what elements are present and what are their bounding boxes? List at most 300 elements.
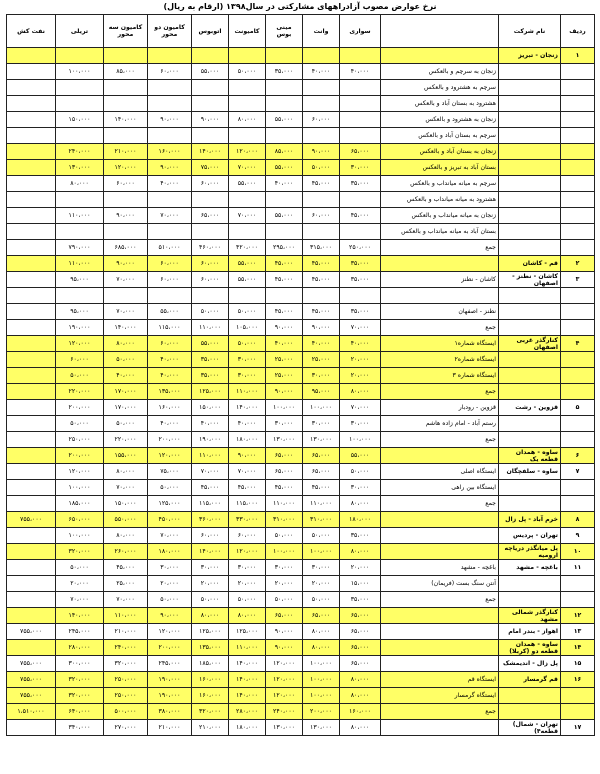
toll-value: ۱۹۰،۰۰۰ xyxy=(148,688,192,704)
toll-value: ۳۵،۰۰۰ xyxy=(340,528,381,544)
toll-value: ۷۵۵،۰۰۰ xyxy=(7,672,56,688)
table-row xyxy=(7,336,595,352)
toll-value xyxy=(7,448,56,464)
toll-value: ۲۵۰،۰۰۰ xyxy=(104,672,148,688)
company-name: کاشان - نطنز - اصفهان xyxy=(499,272,561,288)
route-name: آنتن سنگ بست (فریمان) xyxy=(381,576,499,592)
toll-value: ۱۱۵،۰۰۰ xyxy=(148,320,192,336)
toll-value: ۹۰،۰۰۰ xyxy=(266,384,303,400)
route-name xyxy=(381,448,499,464)
row-number: ۹ xyxy=(561,528,595,544)
route-name: هشترود به میانه میانداب و بالعکس xyxy=(381,192,499,208)
toll-value: ۴۰،۰۰۰ xyxy=(148,368,192,384)
route-name: جمع xyxy=(381,320,499,336)
toll-value xyxy=(7,272,56,288)
toll-value: ۷۵۵،۰۰۰ xyxy=(7,624,56,640)
toll-value xyxy=(340,80,381,96)
toll-value: ۲۰،۰۰۰ xyxy=(148,576,192,592)
toll-value: ۱۱۰،۰۰۰ xyxy=(192,320,229,336)
toll-value: ۲۸۰،۰۰۰ xyxy=(229,704,266,720)
company-name xyxy=(499,416,561,432)
toll-value: ۷۰،۰۰۰ xyxy=(229,464,266,480)
toll-value: ۶۵۰،۰۰۰ xyxy=(56,512,104,528)
toll-value: ۲۵،۰۰۰ xyxy=(303,352,340,368)
toll-value: ۲۰۰،۰۰۰ xyxy=(148,432,192,448)
toll-value xyxy=(7,336,56,352)
toll-value: ۵۰،۰۰۰ xyxy=(266,528,303,544)
row-number xyxy=(561,592,595,608)
toll-value: ۷۰،۰۰۰ xyxy=(56,592,104,608)
toll-value: ۴۰،۰۰۰ xyxy=(303,64,340,80)
company-name xyxy=(499,208,561,224)
toll-value: ۱۸۰،۰۰۰ xyxy=(229,720,266,736)
toll-value: ۱۱۰،۰۰۰ xyxy=(303,496,340,512)
toll-value: ۱۲۰،۰۰۰ xyxy=(266,656,303,672)
toll-value xyxy=(104,288,148,304)
row-number xyxy=(561,160,595,176)
company-name: ساوه - همدان قطعه یک xyxy=(499,448,561,464)
toll-value xyxy=(7,720,56,736)
toll-value: ۴۵،۰۰۰ xyxy=(303,256,340,272)
company-name xyxy=(499,64,561,80)
toll-value: ۳۵،۰۰۰ xyxy=(340,272,381,288)
toll-value: ۷۵۵،۰۰۰ xyxy=(7,656,56,672)
toll-value: ۱۰۰،۰۰۰ xyxy=(303,688,340,704)
row-number xyxy=(561,352,595,368)
toll-value: ۱۰۰،۰۰۰ xyxy=(303,400,340,416)
toll-value: ۴۵۰،۰۰۰ xyxy=(148,512,192,528)
toll-value: ۲۵،۰۰۰ xyxy=(266,352,303,368)
toll-value: ۹۰،۰۰۰ xyxy=(148,160,192,176)
toll-value: ۴۵،۰۰۰ xyxy=(229,480,266,496)
route-name xyxy=(381,48,499,64)
toll-value: ۱۱۰،۰۰۰ xyxy=(192,448,229,464)
toll-value xyxy=(7,528,56,544)
table-row xyxy=(7,672,595,688)
toll-value xyxy=(7,320,56,336)
company-name xyxy=(499,592,561,608)
table-row xyxy=(7,176,595,192)
toll-value: ۶۵،۰۰۰ xyxy=(340,656,381,672)
column-header: ردیف xyxy=(561,15,595,48)
toll-value: ۱۴۰،۰۰۰ xyxy=(229,672,266,688)
toll-value: ۱۲۵،۰۰۰ xyxy=(148,496,192,512)
company-name: پل میانگذر دریاچه ارومیه xyxy=(499,544,561,560)
table-row xyxy=(7,608,595,624)
toll-value: ۳۵،۰۰۰ xyxy=(340,256,381,272)
toll-value: ۵۰،۰۰۰ xyxy=(192,304,229,320)
toll-value: ۱۰۰،۰۰۰ xyxy=(303,544,340,560)
toll-value xyxy=(148,48,192,64)
toll-value: ۹۰،۰۰۰ xyxy=(148,608,192,624)
toll-value xyxy=(7,192,56,208)
toll-value: ۳۴۰،۰۰۰ xyxy=(56,720,104,736)
row-number xyxy=(561,384,595,400)
toll-value xyxy=(192,48,229,64)
company-name xyxy=(499,80,561,96)
toll-value: ۱۱۰،۰۰۰ xyxy=(56,256,104,272)
toll-value: ۴۰،۰۰۰ xyxy=(303,336,340,352)
toll-value: ۸۰،۰۰۰ xyxy=(104,528,148,544)
toll-value: ۱۳۰،۰۰۰ xyxy=(303,720,340,736)
toll-value: ۴۵،۰۰۰ xyxy=(303,176,340,192)
toll-value xyxy=(7,560,56,576)
table-row xyxy=(7,80,595,96)
toll-value: ۱۲۰،۰۰۰ xyxy=(56,336,104,352)
toll-value xyxy=(7,464,56,480)
toll-value: ۵۰،۰۰۰ xyxy=(104,352,148,368)
toll-value: ۱۰۰،۰۰۰ xyxy=(266,400,303,416)
company-name: خرم آباد - پل زال xyxy=(499,512,561,528)
company-name: اهواز - بندر امام xyxy=(499,624,561,640)
company-name xyxy=(499,352,561,368)
toll-value: ۵۵،۰۰۰ xyxy=(266,208,303,224)
toll-value xyxy=(303,80,340,96)
toll-value: ۵۵،۰۰۰ xyxy=(266,160,303,176)
table-row xyxy=(7,416,595,432)
table-row xyxy=(7,624,595,640)
row-number: ۵ xyxy=(561,400,595,416)
toll-value: ۵۰،۰۰۰ xyxy=(56,560,104,576)
toll-value xyxy=(192,192,229,208)
route-name xyxy=(381,544,499,560)
toll-value: ۸۰،۰۰۰ xyxy=(303,640,340,656)
company-name xyxy=(499,176,561,192)
toll-value: ۴۰،۰۰۰ xyxy=(148,416,192,432)
company-name xyxy=(499,304,561,320)
toll-value: ۶۰،۰۰۰ xyxy=(192,272,229,288)
toll-value: ۸۰،۰۰۰ xyxy=(340,544,381,560)
toll-value: ۳۰،۰۰۰ xyxy=(340,480,381,496)
toll-value xyxy=(303,224,340,240)
toll-value: ۵۰،۰۰۰ xyxy=(229,592,266,608)
toll-value: ۶۵،۰۰۰ xyxy=(266,464,303,480)
toll-value: ۲۵۰،۰۰۰ xyxy=(104,688,148,704)
toll-value: ۳۵،۰۰۰ xyxy=(340,176,381,192)
toll-value: ۵۰،۰۰۰ xyxy=(104,416,148,432)
column-header: کامیونت xyxy=(229,15,266,48)
toll-value xyxy=(7,576,56,592)
table-row xyxy=(7,64,595,80)
route-name: ایستگاه شماره۱ xyxy=(381,336,499,352)
row-number: ۷ xyxy=(561,464,595,480)
route-name: ایستگاه شماره ۳ xyxy=(381,368,499,384)
toll-value: ۱۳۰،۰۰۰ xyxy=(303,432,340,448)
route-name: ایستگاه گرمسار xyxy=(381,688,499,704)
toll-value xyxy=(7,80,56,96)
toll-value: ۱۵۰،۰۰۰ xyxy=(192,400,229,416)
toll-value: ۵۰،۰۰۰ xyxy=(192,592,229,608)
company-name: تهران - شمال) قطعه۴) xyxy=(499,720,561,736)
row-number: ۱۲ xyxy=(561,608,595,624)
toll-value xyxy=(7,176,56,192)
company-name xyxy=(499,432,561,448)
toll-value: ۶۰،۰۰۰ xyxy=(192,528,229,544)
toll-value: ۳۰،۰۰۰ xyxy=(229,368,266,384)
company-name xyxy=(499,368,561,384)
toll-value xyxy=(7,480,56,496)
toll-value: ۳۵،۰۰۰ xyxy=(266,64,303,80)
route-name xyxy=(381,720,499,736)
toll-value: ۴۰،۰۰۰ xyxy=(192,416,229,432)
toll-value: ۲۰،۰۰۰ xyxy=(266,576,303,592)
column-header: کامیون دو محور xyxy=(148,15,192,48)
route-name xyxy=(381,640,499,656)
company-name xyxy=(499,224,561,240)
toll-value: ۳۰،۰۰۰ xyxy=(266,560,303,576)
route-name: هشترود به بستان آباد و بالعکس xyxy=(381,96,499,112)
toll-value xyxy=(7,544,56,560)
row-number xyxy=(561,688,595,704)
row-number xyxy=(561,304,595,320)
toll-value: ۲۵،۰۰۰ xyxy=(104,576,148,592)
table-row xyxy=(7,128,595,144)
toll-value xyxy=(7,48,56,64)
toll-value: ۳۲۰،۰۰۰ xyxy=(56,544,104,560)
toll-value: ۲۰،۰۰۰ xyxy=(340,560,381,576)
row-number xyxy=(561,208,595,224)
route-name: ایستگاه بین راهی xyxy=(381,480,499,496)
route-name: سرچم به هشترود و بالعکس xyxy=(381,80,499,96)
toll-value: ۹۰،۰۰۰ xyxy=(192,112,229,128)
toll-value xyxy=(148,96,192,112)
toll-value: ۱۳۰،۰۰۰ xyxy=(266,720,303,736)
toll-value: ۲۹۵،۰۰۰ xyxy=(266,240,303,256)
toll-value: ۵۵،۰۰۰ xyxy=(340,448,381,464)
toll-value: ۶۰،۰۰۰ xyxy=(303,112,340,128)
toll-value: ۶۸۵،۰۰۰ xyxy=(104,240,148,256)
table-row xyxy=(7,352,595,368)
company-name: زنجان - تبریز xyxy=(499,48,561,64)
toll-value: ۸۵،۰۰۰ xyxy=(104,64,148,80)
route-name: جمع xyxy=(381,704,499,720)
row-number xyxy=(561,704,595,720)
company-name: قزوین - رشت xyxy=(499,400,561,416)
column-header: اتوبوس xyxy=(192,15,229,48)
toll-value: ۳۰،۰۰۰ xyxy=(303,416,340,432)
toll-value: ۱۱۰،۰۰۰ xyxy=(104,608,148,624)
table-row xyxy=(7,112,595,128)
toll-value xyxy=(229,48,266,64)
table-row xyxy=(7,400,595,416)
toll-value xyxy=(148,224,192,240)
toll-value xyxy=(266,288,303,304)
toll-value: ۱۰۰،۰۰۰ xyxy=(303,656,340,672)
toll-value: ۱۲۰،۰۰۰ xyxy=(56,464,104,480)
row-number xyxy=(561,496,595,512)
company-name: قم - کاشان xyxy=(499,256,561,272)
company-name: ساوه - همدان قطعه دو (کربلا) xyxy=(499,640,561,656)
toll-value: ۴۵،۰۰۰ xyxy=(303,304,340,320)
toll-value xyxy=(303,96,340,112)
table-row xyxy=(7,192,595,208)
toll-value: ۶۵،۰۰۰ xyxy=(303,608,340,624)
toll-value: ۱۳۵،۰۰۰ xyxy=(148,384,192,400)
toll-value: ۷۹۰،۰۰۰ xyxy=(56,240,104,256)
row-number: ۶ xyxy=(561,448,595,464)
toll-value: ۷۰،۰۰۰ xyxy=(104,304,148,320)
toll-value: ۶۵،۰۰۰ xyxy=(340,624,381,640)
toll-value: ۱۸۵،۰۰۰ xyxy=(56,496,104,512)
toll-value: ۱،۵۱۰،۰۰۰ xyxy=(7,704,56,720)
row-number xyxy=(561,224,595,240)
table-row xyxy=(7,576,595,592)
toll-value: ۸۰،۰۰۰ xyxy=(340,496,381,512)
table-row xyxy=(7,640,595,656)
route-name xyxy=(381,512,499,528)
toll-value: ۳۸۰،۰۰۰ xyxy=(148,704,192,720)
toll-value: ۱۳۰،۰۰۰ xyxy=(266,432,303,448)
row-number: ۱۴ xyxy=(561,640,595,656)
company-name xyxy=(499,480,561,496)
table-row xyxy=(7,368,595,384)
table-row xyxy=(7,544,595,560)
table-row xyxy=(7,96,595,112)
toll-value xyxy=(266,224,303,240)
toll-value: ۱۲۰،۰۰۰ xyxy=(229,144,266,160)
toll-value: ۱۰۰،۰۰۰ xyxy=(56,64,104,80)
toll-value xyxy=(340,192,381,208)
toll-value: ۲۵۰،۰۰۰ xyxy=(340,240,381,256)
toll-value: ۹۵،۰۰۰ xyxy=(303,384,340,400)
row-number xyxy=(561,576,595,592)
toll-value xyxy=(7,144,56,160)
toll-value: ۳۰،۰۰۰ xyxy=(340,416,381,432)
row-number: ۱۶ xyxy=(561,672,595,688)
toll-value: ۹۰،۰۰۰ xyxy=(303,320,340,336)
toll-value: ۱۱۵،۰۰۰ xyxy=(192,496,229,512)
row-number xyxy=(561,144,595,160)
toll-value: ۷۰،۰۰۰ xyxy=(104,592,148,608)
toll-value: ۴۰،۰۰۰ xyxy=(266,176,303,192)
toll-value: ۳۲۰،۰۰۰ xyxy=(192,704,229,720)
toll-value: ۲۰،۰۰۰ xyxy=(192,576,229,592)
toll-value: ۱۴۰،۰۰۰ xyxy=(229,656,266,672)
toll-value: ۱۱۰،۰۰۰ xyxy=(56,208,104,224)
toll-value xyxy=(7,400,56,416)
row-number: ۱۵ xyxy=(561,656,595,672)
toll-value: ۹۰،۰۰۰ xyxy=(303,144,340,160)
toll-value: ۵۱۰،۰۰۰ xyxy=(148,240,192,256)
toll-value: ۴۰،۰۰۰ xyxy=(266,336,303,352)
toll-value: ۳۰،۰۰۰ xyxy=(303,368,340,384)
toll-value: ۱۴۰،۰۰۰ xyxy=(56,608,104,624)
toll-value xyxy=(104,96,148,112)
toll-value: ۱۲۵،۰۰۰ xyxy=(192,384,229,400)
toll-value: ۴۰،۰۰۰ xyxy=(229,416,266,432)
table-row xyxy=(7,208,595,224)
table-row xyxy=(7,496,595,512)
toll-value: ۸۰،۰۰۰ xyxy=(56,176,104,192)
toll-value: ۹۰،۰۰۰ xyxy=(229,448,266,464)
toll-value: ۶۵،۰۰۰ xyxy=(340,144,381,160)
toll-value: ۵۰،۰۰۰ xyxy=(148,480,192,496)
toll-value: ۱۶۰،۰۰۰ xyxy=(148,144,192,160)
toll-value xyxy=(340,96,381,112)
table-row xyxy=(7,160,595,176)
row-number xyxy=(561,176,595,192)
toll-value: ۱۲۰،۰۰۰ xyxy=(104,160,148,176)
toll-value xyxy=(229,80,266,96)
table-row xyxy=(7,528,595,544)
toll-value: ۲۴۰،۰۰۰ xyxy=(104,640,148,656)
toll-value xyxy=(192,224,229,240)
route-name: جمع xyxy=(381,432,499,448)
toll-value xyxy=(56,80,104,96)
toll-value: ۵۰،۰۰۰ xyxy=(148,592,192,608)
toll-value: ۶۰،۰۰۰ xyxy=(148,336,192,352)
toll-value xyxy=(7,64,56,80)
company-name: باغچه - مشهد xyxy=(499,560,561,576)
toll-value xyxy=(192,80,229,96)
toll-value xyxy=(340,128,381,144)
toll-value: ۸۰،۰۰۰ xyxy=(340,384,381,400)
toll-value: ۵۰۰،۰۰۰ xyxy=(104,704,148,720)
toll-value: ۵۰،۰۰۰ xyxy=(229,304,266,320)
toll-value: ۷۰،۰۰۰ xyxy=(104,480,148,496)
toll-value: ۸۰،۰۰۰ xyxy=(104,464,148,480)
row-number xyxy=(561,240,595,256)
toll-value xyxy=(303,48,340,64)
toll-value xyxy=(7,160,56,176)
toll-value: ۶۰،۰۰۰ xyxy=(303,208,340,224)
toll-value: ۲۰،۰۰۰ xyxy=(340,352,381,368)
company-name xyxy=(499,160,561,176)
toll-value: ۴۵،۰۰۰ xyxy=(303,480,340,496)
company-name xyxy=(499,704,561,720)
toll-value: ۶۵،۰۰۰ xyxy=(303,464,340,480)
row-number xyxy=(561,192,595,208)
toll-value: ۱۶۰،۰۰۰ xyxy=(192,672,229,688)
toll-value: ۶۰،۰۰۰ xyxy=(148,64,192,80)
toll-value: ۷۰،۰۰۰ xyxy=(148,528,192,544)
toll-value: ۲۰۰،۰۰۰ xyxy=(148,640,192,656)
toll-value: ۵۵،۰۰۰ xyxy=(229,272,266,288)
route-name xyxy=(381,528,499,544)
toll-value: ۱۹۰،۰۰۰ xyxy=(56,320,104,336)
company-name xyxy=(499,128,561,144)
toll-value: ۱۵۰،۰۰۰ xyxy=(56,112,104,128)
toll-value: ۱۳۵،۰۰۰ xyxy=(192,640,229,656)
toll-value: ۱۶۰،۰۰۰ xyxy=(148,400,192,416)
toll-value xyxy=(148,128,192,144)
route-name xyxy=(381,288,499,304)
toll-value xyxy=(7,352,56,368)
toll-value: ۴۰،۰۰۰ xyxy=(148,176,192,192)
row-number: ۱۰ xyxy=(561,544,595,560)
toll-value: ۷۵،۰۰۰ xyxy=(148,464,192,480)
row-number: ۲ xyxy=(561,256,595,272)
toll-value: ۱۹۰،۰۰۰ xyxy=(148,672,192,688)
toll-value: ۶۴۰،۰۰۰ xyxy=(56,704,104,720)
toll-value: ۳۱۰،۰۰۰ xyxy=(303,512,340,528)
route-name: کاشان - نطنز xyxy=(381,272,499,288)
toll-value xyxy=(7,432,56,448)
toll-value: ۵۰،۰۰۰ xyxy=(303,160,340,176)
row-number xyxy=(561,64,595,80)
company-name xyxy=(499,288,561,304)
toll-value: ۸۰،۰۰۰ xyxy=(340,672,381,688)
table-row xyxy=(7,464,595,480)
toll-value: ۱۸۵،۰۰۰ xyxy=(192,656,229,672)
toll-value: ۶۰،۰۰۰ xyxy=(104,176,148,192)
route-name: رستم آباد - امام زاده هاشم xyxy=(381,416,499,432)
route-name: ایستگاه اصلی xyxy=(381,464,499,480)
toll-value: ۱۴۰،۰۰۰ xyxy=(104,320,148,336)
route-name: قزوین - رودبار xyxy=(381,400,499,416)
company-name xyxy=(499,688,561,704)
toll-value xyxy=(7,304,56,320)
